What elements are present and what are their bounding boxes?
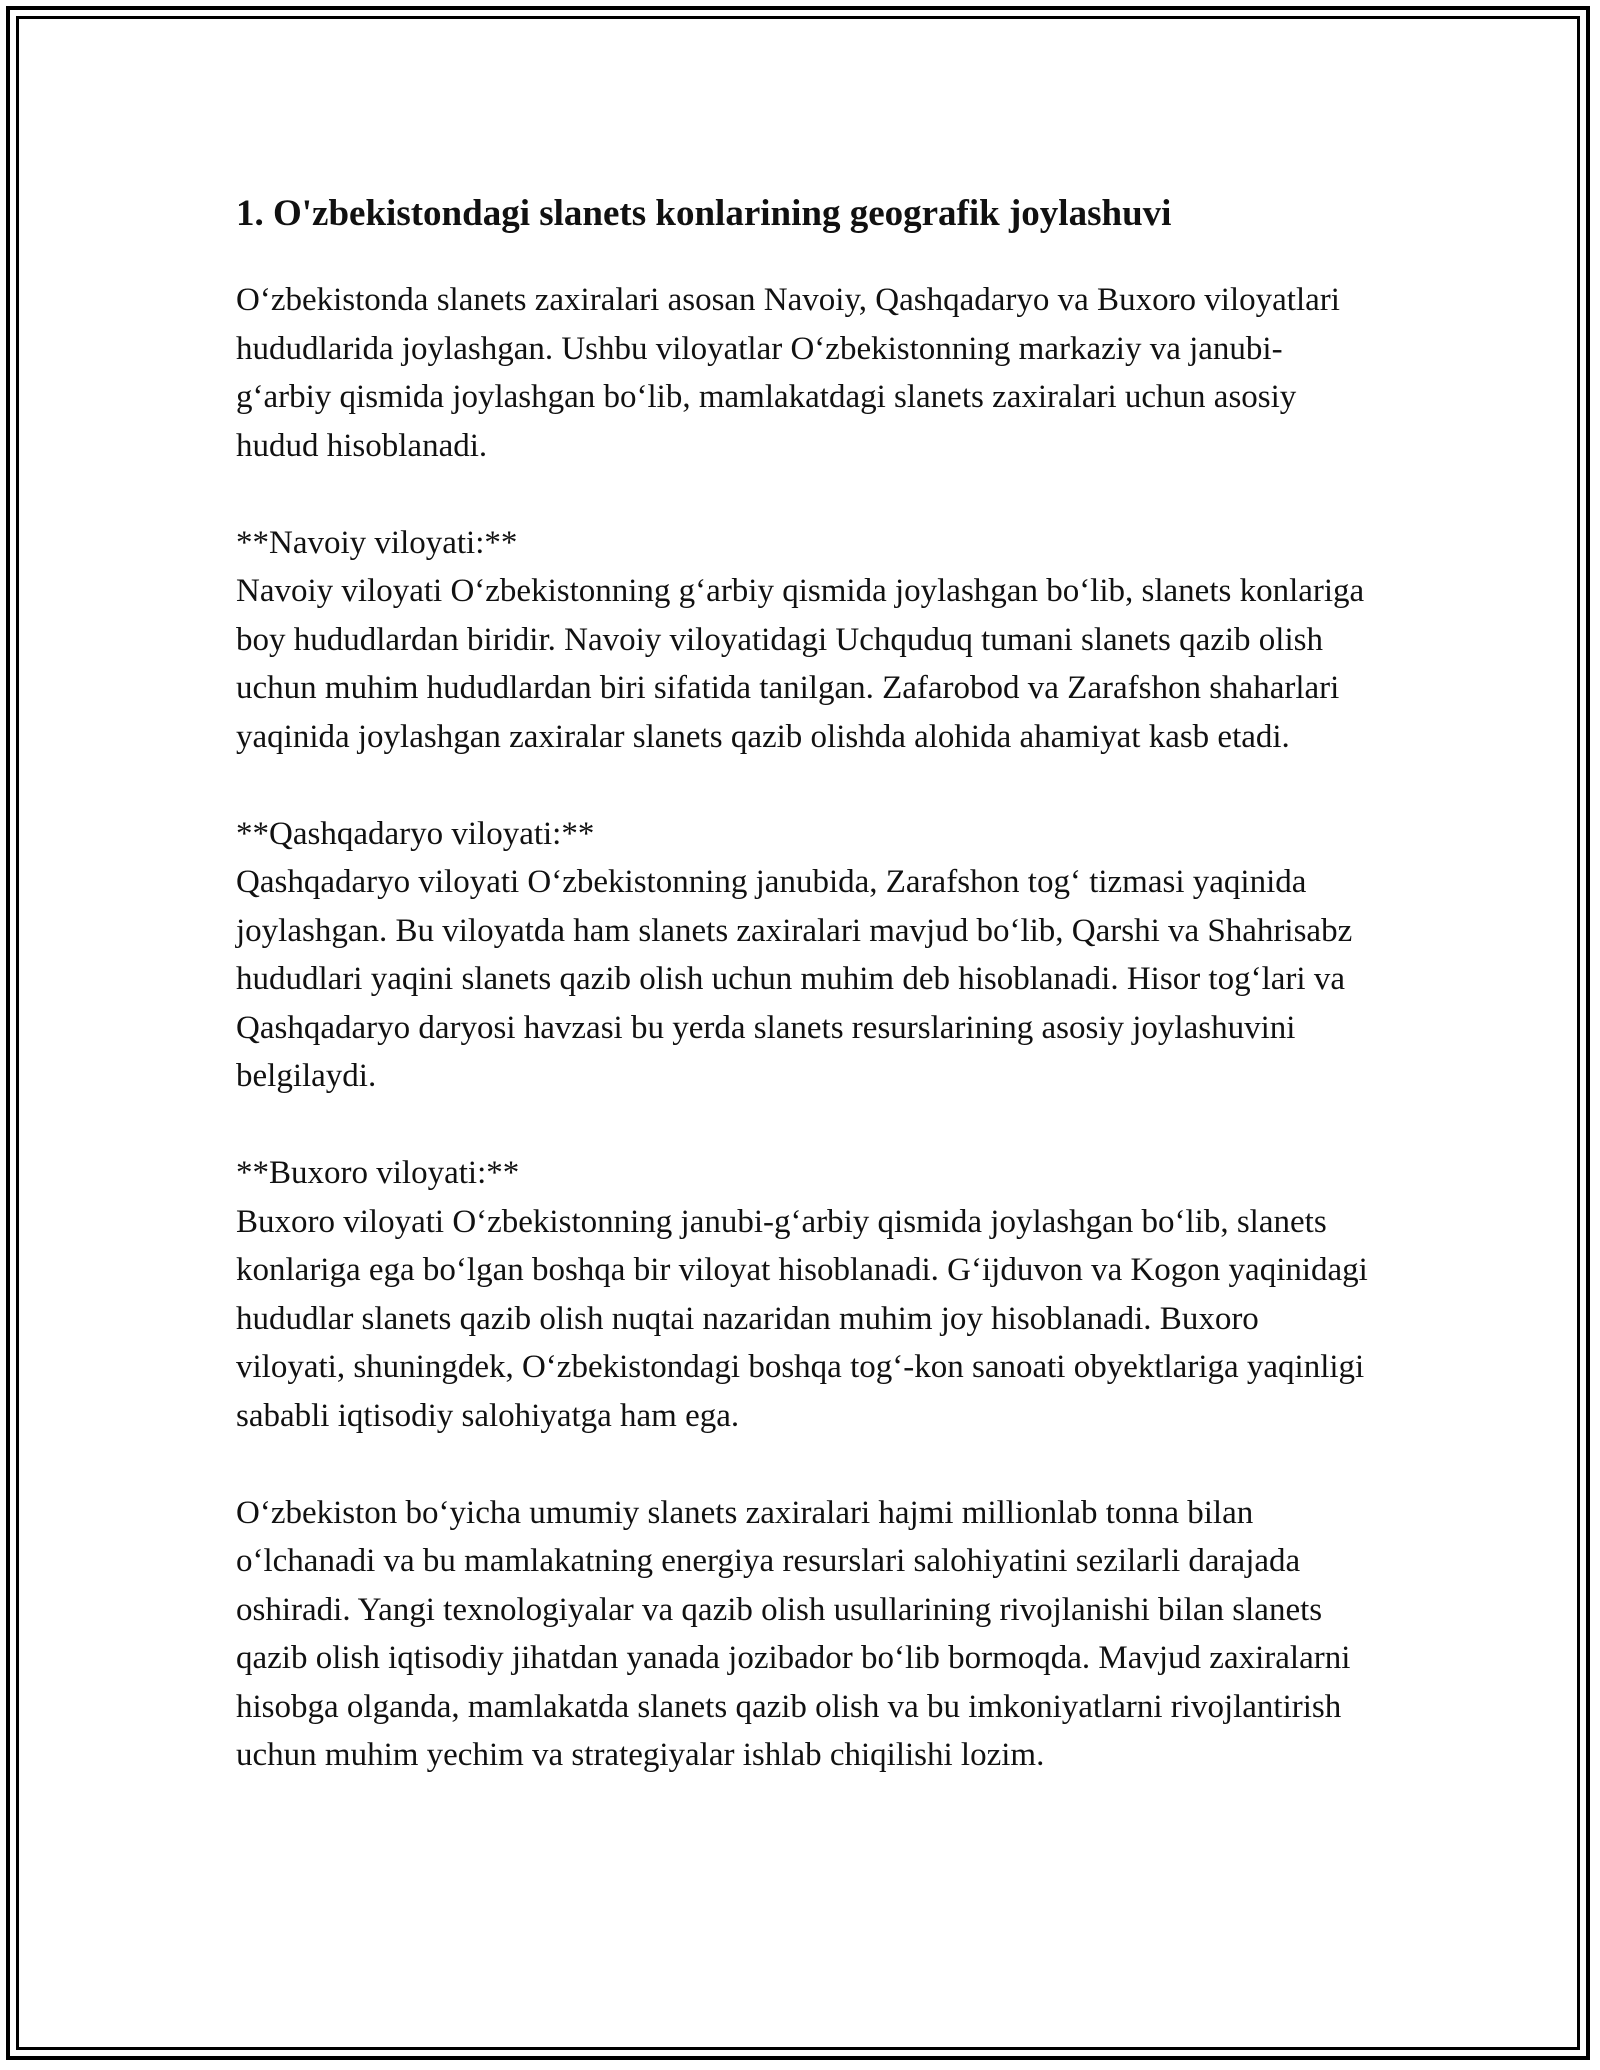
section-heading-navoiy: **Navoiy viloyati:** xyxy=(236,524,518,561)
section-buxoro xyxy=(236,1149,1376,1440)
document-body xyxy=(236,186,1376,1780)
section-heading-buxoro: **Buxoro viloyati:** xyxy=(236,1155,520,1191)
section-text-qashqadaryo: Qashqadaryo viloyati O‘zbekistonning janubida, Zarafshon tog‘ tizmasi yaqinida joylashgan. Bu viloyatda ham slanets zaxiralari mavjud bo‘lib, Qarshi va Shahrisabz hududlari yaqini slanets qazib olish uchun muhim deb hisoblanadi. Hisor tog‘lari va Qashqadaryo daryosi havzasi bu yerda slanets resurslarining asosiy joylashuvini belgilaydi. xyxy=(236,864,1353,1094)
conclusion-section xyxy=(236,1489,1376,1780)
intro-paragraph: O‘zbekistonda slanets zaxiralari asosan Navoiy, Qashqadaryo va Buxoro viloyatlari hududlarida joylashgan. Ushbu viloyatlar O‘zbekistonning markaziy va janubi-g‘arbiy qismida joylashgan bo‘lib, mamlakatdagi slanets zaxiralari uchun asosiy hudud hisoblanadi. xyxy=(236,282,1340,464)
document-title: 1. O'zbekistondagi slanets konlarining geografik joylashuvi xyxy=(236,193,1172,234)
section-qashqadaryo xyxy=(236,810,1376,1101)
conclusion-paragraph: O‘zbekiston bo‘yicha umumiy slanets zaxiralari hajmi millionlab tonna bilan o‘lchanadi va bu mamlakatning energiya resurslari salohiyatini sezilarli darajada oshiradi. Yangi texnologiyalar va qazib olish usullarining rivojlanishi bilan slanets qazib olish iqtisodiy jihatdan yanada jozibador bo‘lib bormoqda. Mavjud zaxiralarni hisobga olganda, mamlakatda slanets qazib olish va bu imkoniyatlarni rivojlantirish uchun muhim yechim va strategiyalar ishlab chiqilishi lozim. xyxy=(236,1494,1351,1773)
section-text-buxoro: Buxoro viloyati O‘zbekistonning janubi-g‘arbiy qismida joylashgan bo‘lib, slanets konlariga ega bo‘lgan boshqa bir viloyat hisoblanadi. G‘ijduvon va Kogon yaqinidagi hududlar slanets qazib olish nuqtai nazaridan muhim joy hisoblanadi. Buxoro viloyati, shuningdek, O‘zbekistondagi boshqa tog‘-kon sanoati obyektlariga yaqinligi sababli iqtisodiy salohiyatga ham ega. xyxy=(236,1203,1368,1434)
section-heading-qashqadaryo: **Qashqadaryo viloyati:** xyxy=(236,815,595,852)
section-text-navoiy: Navoiy viloyati O‘zbekistonning g‘arbiy qismida joylashgan bo‘lib, slanets konlariga boy hududlardan biridir. Navoiy viloyatidagi Uchquduq tumani slanets qazib olish uchun muhim hududlardan biri sifatida tanilgan. Zafarobod va Zarafshon shaharlari yaqinida joylashgan zaxiralar slanets qazib olishda alohida ahamiyat kasb etadi. xyxy=(236,573,1365,755)
section-navoiy xyxy=(236,519,1376,762)
